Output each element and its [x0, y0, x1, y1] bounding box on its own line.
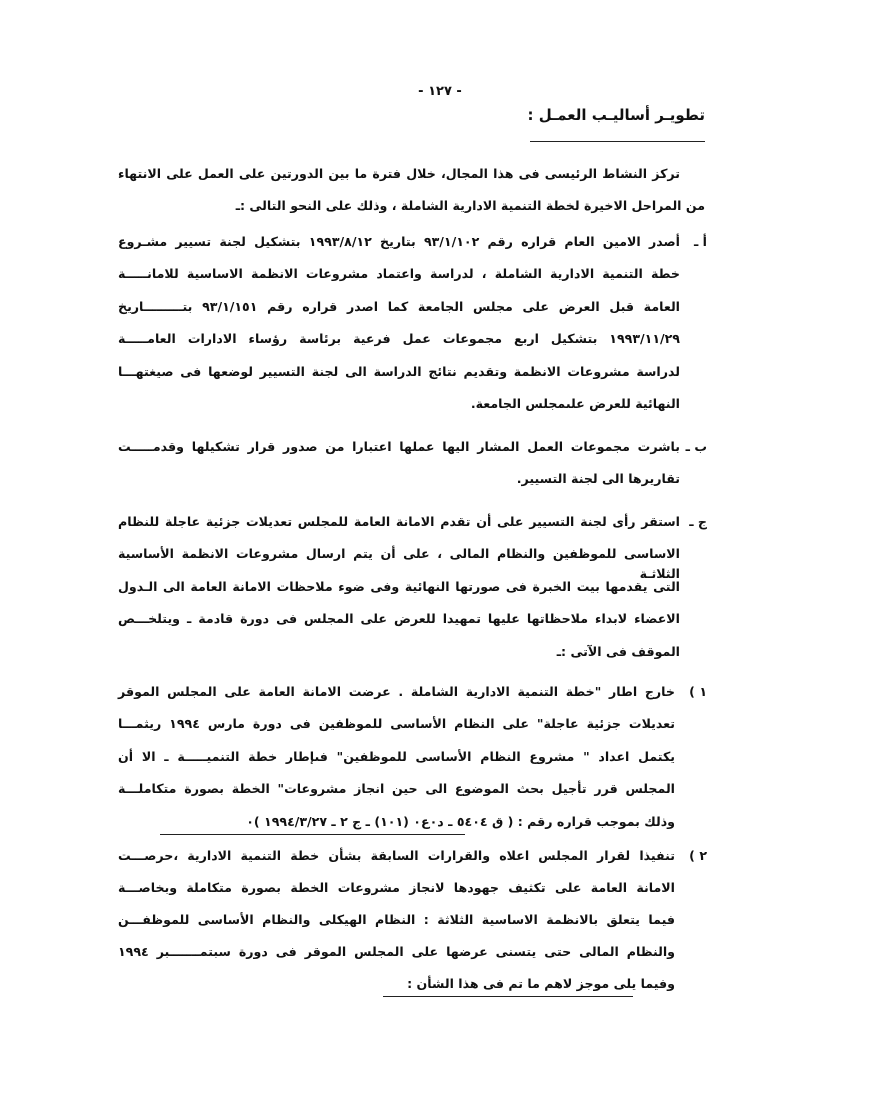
item-line: الامانة العامة على تكثيف جهودها لانجاز مشروعات الخطة بصورة متكاملة وبخاصـــة [118, 880, 675, 895]
item-line: تنفيذا لقرار المجلس اعلاه والقرارات السابقة بشأن خطة التنمية الادارية ،حرصـــت [118, 848, 675, 863]
item-label: ٢ ) [689, 848, 707, 863]
item-line: خطة التنمية الادارية الشاملة ، لدراسة واعتماد مشروعات الانظمة الاساسية للامانـــــة [118, 266, 680, 281]
closing-underline [383, 996, 633, 997]
item-line: الاساسى للموظفين والنظام المالى ، على أن يتم ارسال مشروعات الانظمة الأساسية الثلاثـة [118, 546, 680, 581]
item-label: ب ـ [685, 439, 707, 454]
item-label: ١ ) [689, 684, 707, 699]
page-number: - ١٢٧ - [418, 84, 462, 99]
item-line: التى يقدمها بيت الخبرة فى صورتها النهائية وفى ضوء ملاحظات الامانة العامة الى الـدول [118, 579, 680, 594]
item-label: أ ـ [693, 234, 707, 249]
item-line: لدراسة مشروعات الانظمة وتقديم نتائج الدراسة الى لجنة التسيير لوضعها فى صيغتهـــا [118, 364, 680, 379]
item-line: باشرت مجموعات العمل المشار اليها عملها اعتبارا من صدور قرار تشكيلها وقدمـــــت [118, 439, 680, 454]
intro-line: من المراحل الاخيرة لخطة التنمية الادارية الشاملة ، وذلك على النحو التالى :ـ [235, 198, 705, 213]
item-line: أصدر الامين العام قراره رقم ٩٣/١/١٠٢ بتاريخ ١٩٩٣/٨/١٢ بتشكيل لجنة تسيير مشـروع [118, 234, 680, 249]
item-line: وفيما يلى موجز لاهم ما تم فى هذا الشأن : [407, 976, 675, 991]
item-line: النهائية للعرض علىمجلس الجامعة. [470, 396, 680, 411]
intro-line: تركز النشاط الرئيسى فى هذا المجال، خلال فترة ما بين الدورتين على العمل على الانتهاء [118, 166, 680, 181]
item-line: الموقف فى الآتى :ـ [556, 644, 680, 659]
item-line: وذلك بموجب قراره رقم : ( ق ٥٤٠٤ ـ د٠ع٠ (١٠١) ـ ج ٢ ـ ١٩٩٤/٣/٢٧ )٠ [246, 814, 675, 829]
item-line: يكتمل اعداد " مشروع النظام الأساسى للموظفين" فىإطار خطة التنميـــــة ـ الا أن [118, 749, 675, 764]
item-line: تقاريرها الى لجنة التسيير. [516, 471, 680, 486]
decision-underline [160, 834, 465, 835]
item-line: والنظام المالى حتى يتسنى عرضها على المجلس الموقر فى دورة سبتمـــــــبر ١٩٩٤ [118, 944, 675, 959]
item-line: استقر رأى لجنة التسيير على أن تقدم الامانة العامة للمجلس تعديلات جزئية عاجلة للنظام [118, 514, 680, 529]
section-title: تطويـر أساليـب العمـل : [527, 106, 705, 124]
item-line: فيما يتعلق بالانظمة الاساسية الثلاثة : النظام الهيكلى والنظام الأساسى للموظفـــن [118, 912, 675, 927]
title-underline [530, 141, 705, 142]
item-line: الاعضاء لابداء ملاحظاتها عليها تمهيدا للعرض على المجلس فى دورة قادمة ـ ويتلخـــص [118, 611, 680, 626]
item-line: المجلس قرر تأجيل بحث الموضوع الى حين انجاز مشروعات" الخطة بصورة متكاملـــة [118, 781, 675, 796]
item-line: العامة قبل العرض على مجلس الجامعة كما اصدر قراره رقم ٩٣/١/١٥١ بتـــــــــاريخ [118, 299, 680, 314]
item-line: تعديلات جزئية عاجلة" على النظام الأساسى للموظفين فى دورة مارس ١٩٩٤ ريثمـــا [118, 716, 675, 731]
item-line: ١٩٩٣/١١/٢٩ بتشكيل اربع مجموعات عمل فرعية برئاسة رؤساء الادارات العامـــــة [118, 331, 680, 346]
item-line: خارج اطار "خطة التنمية الادارية الشاملة . عرضت الامانة العامة على المجلس الموقر [118, 684, 675, 699]
item-label: ج ـ [689, 514, 707, 529]
